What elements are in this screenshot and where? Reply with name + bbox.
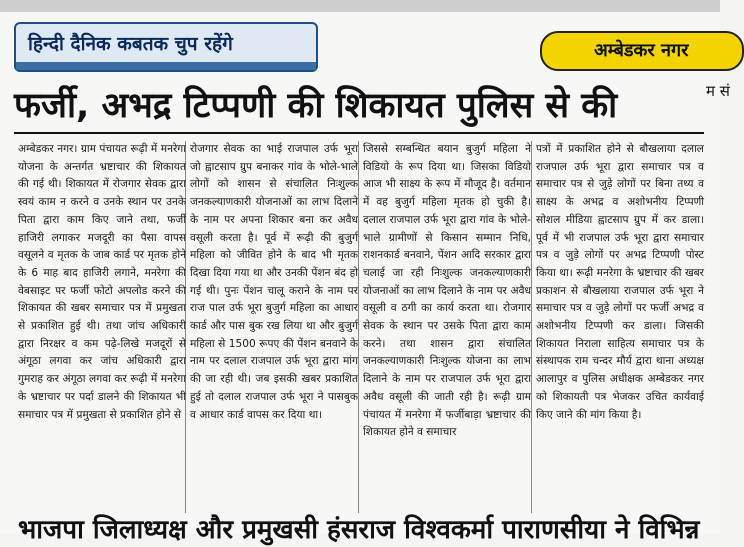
masthead-box <box>14 22 318 72</box>
article-column-2: रोजगार सेवक का भाई राजपाल उर्फ भूरा जो ह्वाटसाप ग्रुप बनाकर गांव के भोले-भाले लोगों को शासन से संचालित निःशुल्क जनकल्याणकारी योजनाओं का लाभ दिलाने के नाम पर अपना शिकार बना कर अवैध वसूली करता है। पूर्व में रूढ़ी की बुजुर्ग महिला को जीवित होने के बाद भी मृतक दिखा दिया गया था और उनकी पेंशन बंद हो गई थी। पुनः पेंशन चालू कराने के नाम पर राज पाल उर्फ भूरा बुजुर्ग महिला का आधार कार्ड और पास बुक रख लिया था और बुजुर्ग महिला से 1500 रूपए की पेंशन बनवाने के नाम पर दलाल राजपाल उर्फ भूरा द्वारा मांग की जा रही थी। जब इसकी खबर प्रकाशित हुई तो दलाल राजपाल उर्फ भूरा ने पासबुक व आधार कार्ड वापस कर दिया था। <box>190 143 358 421</box>
side-column-headline: म सं <box>706 82 730 100</box>
top-strip <box>0 0 720 12</box>
article-column-1: अम्बेडकर नगर। ग्राम पंचायत रूढ़ी में मनरेगा योजना के अन्तर्गत भ्रष्टाचार की शिकायत की गई थी। शिकायत में रोजगार सेवक द्वारा स्वयं काम न करने व उनके स्थान पर उनके पिता द्वारा काम किए जाने तथा, फर्जी हाजिरी लगाकर मजदूरी का पैसा वापस वसूलने व मृतक के जाब कार्ड पर मृतक होने के 6 माह बाद हाजिरी लगाने, मनरेगा की वेबसाइट पर फर्जी फोटो अपलोड करने की शिकायत की खबर समाचार पत्र में प्रमुखता से प्रकाशित हुई थी। तथा जांच अधिकारी द्वारा निरक्षर व कम पढ़े-लिखे मजदूरों से अंगूठा लगवा कर जांच अधिकारी द्वारा गुमराह कर अंगूठा लगवा कर रूढ़ी में मनरेगा के भ्रष्टाचार पर पर्दा डालने की शिकायत भी समाचार पत्र में प्रमुखता से प्रकाशित होने से <box>18 143 186 421</box>
masthead-bar <box>16 62 316 70</box>
column-divider <box>531 141 532 513</box>
headline: फर्जी, अभद्र टिप्पणी की शिकायत पुलिस से की <box>14 86 618 126</box>
article-column-4: पत्रों में प्रकाशित होने से बौखलाया दलाल राजपाल उर्फ भूरा द्वारा समाचार पत्र व समाचार पत्र से जुड़े लोगों पर बिना तथ्य व साक्ष्य के अभद्र व अशोभनीय टिप्पणी सोशल मीडिया ह्वाटसाप ग्रुप में कर डाला। पूर्व में भी राजपाल उर्फ भूरा द्वारा समाचार पत्र व जुड़े लोगों पर अभद्र टिप्पणी पोस्ट किया था। रूढ़ी मनरेगा के भ्रष्टाचार की खबर प्रकाशन से बौखलाया राजपाल उर्फ भूरा ने समाचार पत्र व जुड़े लोगों पर फर्जी अभद्र व अशोभनीय टिप्पणी कर डाला। जिसकी शिकायत निराला साहित्य समाचार पत्र के संस्थापक राम चन्दर मौर्य द्वारा थाना अध्यक्ष आलापुर व पुलिस अधीक्षक अम्बेडकर नगर को शिकायती पत्र भेजकर उचित कार्यवाई किए जाने की मांग किया है। <box>536 143 704 421</box>
next-article-headline: भाजपा जिलाध्यक्ष और प्रमुखसी हंसराज विश्वकर्मा पाराणसीया ने विभिन्न <box>18 515 700 545</box>
article-column-3: जिससे सम्बन्धित बयान बुजुर्ग महिला ने विडियो के रूप दिया था। जिसका विडियो आज भी साक्ष्य के रूप में मौजूद है। वर्तमान में वह बुजुर्ग महिला मृतक हो चुकी है। दलाल राजपाल उर्फ भूरा द्वारा गांव के भोले-भाले ग्रामीणों से किसान सम्मान निधि, राशनकार्ड बनवाने, पेंशन आदि सरकार द्वारा चलाई जा रही निःशुल्क जनकल्याणकारी योजनाओं का लाभ दिलाने के नाम पर अवैध वसूली व ठगी का कार्य करता था। रोजगार सेवक के स्थान पर उसके पिता द्वारा काम करने। तथा शासन द्वारा संचालित जनकल्याणकारी निःशुल्क योजना का लाभ दिलाने के नाम पर राजपाल उर्फ भूरा द्वारा अवैध वसूली की जाती रही है। रूढ़ी ग्राम पंचायत में मनरेगा में फर्जीबाड़ा भ्रष्टाचार की शिकायत होने व समाचार <box>363 143 531 439</box>
column-divider <box>358 141 359 513</box>
location-tag <box>540 31 744 71</box>
location-tag-text: अम्बेडकर नगर <box>594 40 689 61</box>
headline-rule <box>14 132 704 134</box>
masthead-title: हिन्दी दैनिक कबतक चुप रहेंगे <box>28 33 233 55</box>
